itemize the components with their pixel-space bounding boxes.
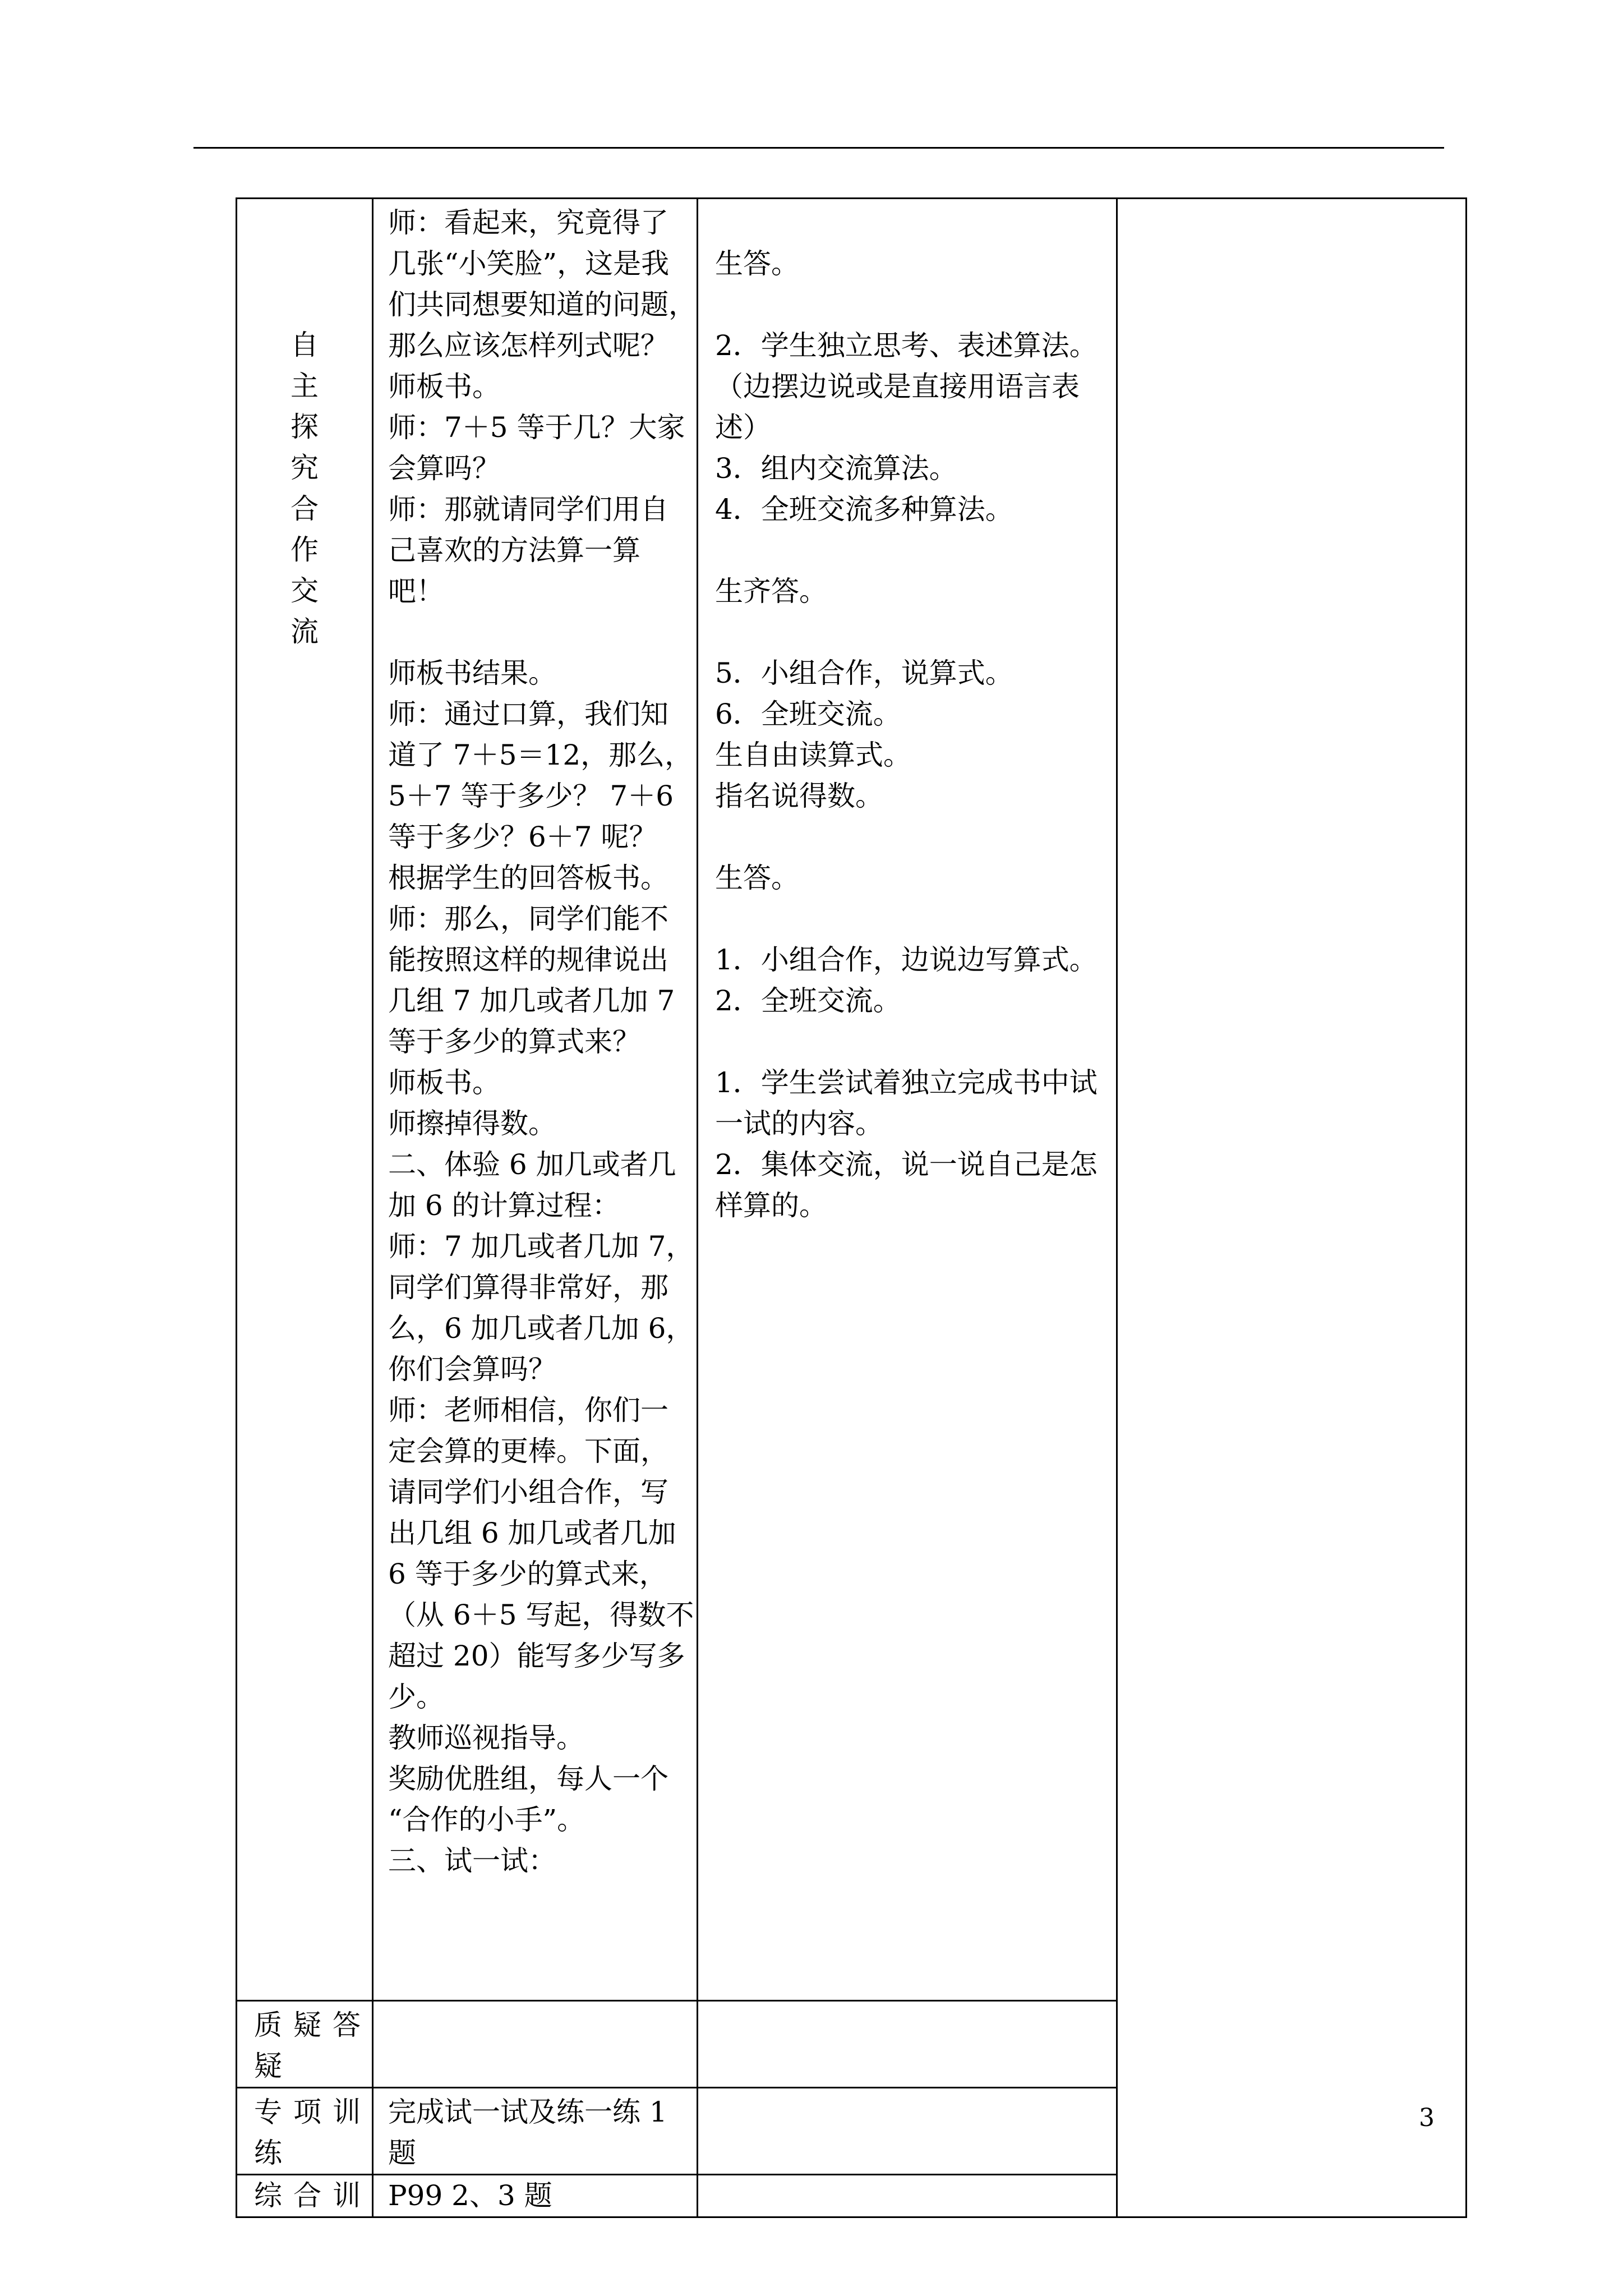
teacher-line: 师：7 加几或者几加 7， bbox=[388, 1230, 694, 1263]
special-content-line: 完成试一试及练一练 1 bbox=[388, 2096, 667, 2128]
teacher-line: 等于多少？6＋7 呢？ bbox=[388, 821, 657, 853]
header-rule bbox=[193, 147, 1444, 149]
comprehensive-content-line: P99 2、3 题 bbox=[388, 2179, 552, 2212]
special-label-cell bbox=[237, 2088, 373, 2175]
teacher-line: 道了 7＋5＝12，那么， bbox=[388, 739, 693, 771]
student-line: 生自由读算式。 bbox=[715, 739, 911, 771]
section-label bbox=[237, 321, 372, 652]
student-line: 生齐答。 bbox=[715, 575, 827, 608]
student-line: 2．全班交流。 bbox=[715, 984, 901, 1017]
student-line bbox=[698, 1022, 1116, 1062]
teacher-line: 们共同想要知道的问题， bbox=[388, 288, 697, 321]
teacher-line: 己喜欢的方法算一算 bbox=[388, 534, 640, 567]
teacher-activity-text bbox=[374, 199, 697, 1881]
teacher-line: 会算吗？ bbox=[388, 452, 500, 485]
section-label-cell bbox=[237, 199, 373, 2001]
teacher-line: 几张“小笑脸”，这是我 bbox=[388, 247, 670, 280]
section-label-char: 作 bbox=[291, 533, 319, 566]
teacher-line: 能按照这样的规律说出 bbox=[388, 944, 668, 976]
teacher-line: 师：那就请同学们用自 bbox=[388, 493, 668, 526]
student-activity-cell bbox=[698, 199, 1117, 2001]
teacher-line: 师：7＋5 等于几？大家 bbox=[388, 411, 685, 444]
comprehensive-label-line: 综合训 bbox=[254, 2179, 372, 2212]
section-label-char: 究 bbox=[291, 452, 319, 484]
section-label-char: 交 bbox=[291, 574, 319, 607]
teacher-line: 师：那么，同学们能不 bbox=[388, 903, 668, 935]
comprehensive-label bbox=[237, 2175, 372, 2216]
student-activity-text bbox=[698, 199, 1116, 1226]
teacher-line: 根据学生的回答板书。 bbox=[388, 862, 668, 894]
table-row-inquiry bbox=[237, 199, 1467, 2001]
teacher-line: （从 6＋5 写起，得数不 bbox=[388, 1599, 694, 1631]
special-label-line: 练 bbox=[254, 2137, 293, 2169]
student-line: 一试的内容。 bbox=[715, 1107, 883, 1140]
teacher-line: 少。 bbox=[388, 1681, 444, 1713]
special-label bbox=[237, 2088, 372, 2174]
teacher-line: 几组 7 加几或者几加 7 bbox=[388, 984, 675, 1017]
student-line: 3．组内交流算法。 bbox=[715, 452, 957, 485]
section-label-char: 流 bbox=[291, 615, 319, 648]
student-line: 1．小组合作，边说边写算式。 bbox=[715, 944, 1098, 976]
lesson-plan-table bbox=[236, 197, 1467, 2218]
teacher-line: 教师巡视指导。 bbox=[388, 1722, 584, 1754]
special-content bbox=[374, 2088, 697, 2174]
question-student-cell bbox=[698, 2001, 1117, 2088]
student-line: 2．学生独立思考、表述算法。 bbox=[715, 329, 1098, 362]
teacher-line: 等于多少的算式来？ bbox=[388, 1025, 640, 1058]
student-line bbox=[698, 612, 1116, 653]
teacher-line: 同学们算得非常好，那 bbox=[388, 1271, 668, 1304]
comprehensive-content bbox=[374, 2175, 697, 2216]
teacher-line: 出几组 6 加几或者几加 bbox=[388, 1517, 676, 1549]
student-line: 5．小组合作，说算式。 bbox=[715, 657, 1013, 689]
teacher-line: 加 6 的计算过程： bbox=[388, 1189, 620, 1222]
teacher-line: 师板书。 bbox=[388, 1066, 500, 1099]
question-label-line: 疑 bbox=[254, 2050, 293, 2082]
student-line bbox=[698, 284, 1116, 325]
student-line: 样算的。 bbox=[715, 1189, 827, 1222]
student-line: 4．全班交流多种算法。 bbox=[715, 493, 1013, 526]
notes-cell bbox=[1117, 199, 1467, 2217]
special-student-cell bbox=[698, 2088, 1117, 2175]
question-label-cell bbox=[237, 2001, 373, 2088]
teacher-line: 5＋7 等于多少？ 7＋6 bbox=[388, 780, 674, 812]
teacher-line: 师板书结果。 bbox=[388, 657, 556, 689]
special-content-line: 题 bbox=[388, 2137, 416, 2169]
teacher-line: 三、试一试： bbox=[388, 1844, 556, 1877]
comprehensive-label-cell bbox=[237, 2175, 373, 2217]
teacher-line: 请同学们小组合作，写 bbox=[388, 1476, 668, 1508]
student-line bbox=[698, 203, 1116, 243]
teacher-line: 6 等于多少的算式来， bbox=[388, 1558, 667, 1590]
section-label-char: 自 bbox=[291, 329, 319, 361]
teacher-line bbox=[374, 612, 697, 653]
student-line: 生答。 bbox=[715, 862, 799, 894]
teacher-line: 你们会算吗？ bbox=[388, 1353, 556, 1386]
student-line: 指名说得数。 bbox=[715, 780, 883, 812]
section-label-char: 合 bbox=[291, 493, 319, 525]
section-label-char: 主 bbox=[291, 370, 319, 402]
teacher-line: 师擦掉得数。 bbox=[388, 1107, 556, 1140]
student-line: 6．全班交流。 bbox=[715, 698, 901, 730]
comprehensive-student-cell bbox=[698, 2175, 1117, 2217]
student-line: 2．集体交流，说一说自己是怎 bbox=[715, 1148, 1098, 1181]
special-label-line: 专项训 bbox=[254, 2096, 372, 2128]
teacher-line: 师板书。 bbox=[388, 370, 500, 403]
teacher-line: 么，6 加几或者几加 6， bbox=[388, 1312, 694, 1345]
special-content-cell bbox=[373, 2088, 698, 2175]
teacher-line: 师：看起来，究竟得了 bbox=[388, 206, 668, 239]
student-line: 1．学生尝试着独立完成书中试 bbox=[715, 1066, 1098, 1099]
student-line: 生答。 bbox=[715, 247, 799, 280]
teacher-line: “合作的小手”。 bbox=[388, 1803, 585, 1836]
teacher-line: 奖励优胜组，每人一个 bbox=[388, 1763, 668, 1795]
question-label-line: 质疑答 bbox=[254, 2009, 372, 2041]
student-line bbox=[698, 899, 1116, 940]
question-content bbox=[374, 2001, 697, 2005]
section-label-char: 探 bbox=[291, 411, 319, 443]
question-label bbox=[237, 2001, 372, 2087]
question-content-cell bbox=[373, 2001, 698, 2088]
student-line bbox=[698, 530, 1116, 571]
teacher-line: 超过 20）能写多少写多 bbox=[388, 1640, 685, 1672]
student-line: 述） bbox=[715, 411, 771, 444]
student-line bbox=[698, 817, 1116, 858]
student-line: （边摆边说或是直接用语言表 bbox=[715, 370, 1080, 403]
teacher-activity-cell bbox=[373, 199, 698, 2001]
teacher-line: 吧！ bbox=[388, 575, 444, 608]
teacher-line: 师：老师相信，你们一 bbox=[388, 1394, 668, 1427]
teacher-line: 师：通过口算，我们知 bbox=[388, 698, 668, 730]
teacher-line: 二、体验 6 加几或者几 bbox=[388, 1148, 676, 1181]
teacher-line: 那么应该怎样列式呢？ bbox=[388, 329, 668, 362]
page-number: 3 bbox=[1419, 2104, 1435, 2132]
comprehensive-content-cell bbox=[373, 2175, 698, 2217]
teacher-line: 定会算的更棒。下面， bbox=[388, 1435, 668, 1467]
